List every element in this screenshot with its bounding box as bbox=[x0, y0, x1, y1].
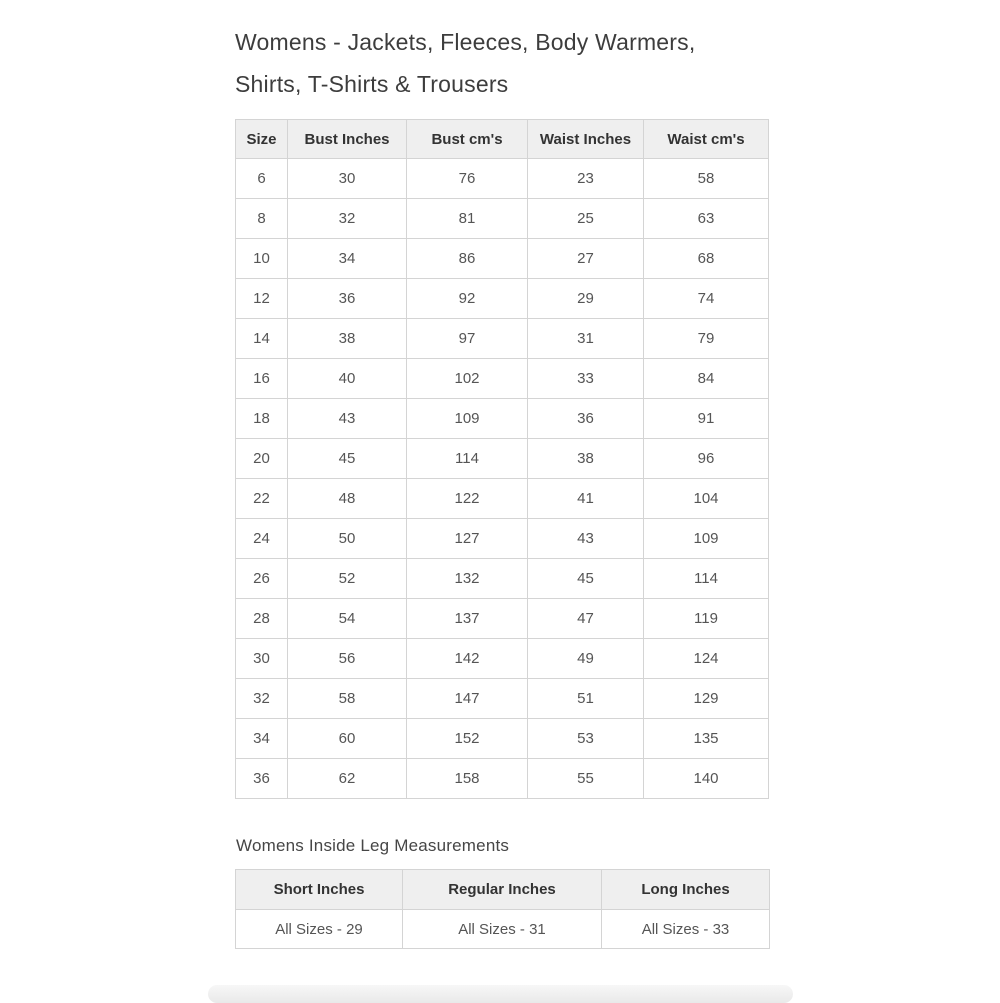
table-row bbox=[236, 719, 769, 759]
table-cell: 50 bbox=[288, 519, 407, 559]
table-cell: 20 bbox=[236, 439, 288, 479]
table-cell: 43 bbox=[528, 519, 644, 559]
table-cell: 74 bbox=[644, 279, 769, 319]
table-cell: 109 bbox=[644, 519, 769, 559]
table-cell: 54 bbox=[288, 599, 407, 639]
table-row bbox=[236, 639, 769, 679]
table-cell: 158 bbox=[407, 759, 528, 799]
table-cell: 122 bbox=[407, 479, 528, 519]
table-cell: 32 bbox=[236, 679, 288, 719]
table-cell: 40 bbox=[288, 359, 407, 399]
column-header-bust-inches: Bust Inches bbox=[288, 120, 407, 159]
table-cell: 91 bbox=[644, 399, 769, 439]
table-row bbox=[236, 679, 769, 719]
table-cell: 62 bbox=[288, 759, 407, 799]
table-cell: 97 bbox=[407, 319, 528, 359]
size-guide-content bbox=[235, 0, 775, 949]
table-row bbox=[236, 599, 769, 639]
table-cell: 51 bbox=[528, 679, 644, 719]
column-header-long-inches: Long Inches bbox=[602, 870, 770, 910]
table-cell: 137 bbox=[407, 599, 528, 639]
table-cell: 132 bbox=[407, 559, 528, 599]
table-cell: 109 bbox=[407, 399, 528, 439]
table-cell: 45 bbox=[528, 559, 644, 599]
table-cell: 36 bbox=[288, 279, 407, 319]
page-title-line-1: Womens - Jackets, Fleeces, Body Warmers, bbox=[235, 29, 696, 55]
table-cell: 84 bbox=[644, 359, 769, 399]
table-cell: 124 bbox=[644, 639, 769, 679]
table-row bbox=[236, 159, 769, 199]
table-cell: 31 bbox=[528, 319, 644, 359]
table-cell: 34 bbox=[288, 239, 407, 279]
table-cell: 58 bbox=[644, 159, 769, 199]
table-cell: All Sizes - 31 bbox=[403, 910, 602, 949]
table-cell: 8 bbox=[236, 199, 288, 239]
table-cell: 38 bbox=[288, 319, 407, 359]
table-row bbox=[236, 399, 769, 439]
table-cell: 18 bbox=[236, 399, 288, 439]
table-cell: 12 bbox=[236, 279, 288, 319]
table-cell: 96 bbox=[644, 439, 769, 479]
column-header-bust-cms: Bust cm's bbox=[407, 120, 528, 159]
inside-leg-table bbox=[235, 869, 770, 949]
table-cell: 23 bbox=[528, 159, 644, 199]
column-header-regular-inches: Regular Inches bbox=[403, 870, 602, 910]
table-cell: 36 bbox=[236, 759, 288, 799]
table-cell: 29 bbox=[528, 279, 644, 319]
table-cell: 41 bbox=[528, 479, 644, 519]
table-cell: 47 bbox=[528, 599, 644, 639]
table-cell: 81 bbox=[407, 199, 528, 239]
table-row bbox=[236, 199, 769, 239]
table-cell: 86 bbox=[407, 239, 528, 279]
table-cell: 25 bbox=[528, 199, 644, 239]
table-cell: 33 bbox=[528, 359, 644, 399]
table-cell: 142 bbox=[407, 639, 528, 679]
table-cell: 119 bbox=[644, 599, 769, 639]
table-cell: 147 bbox=[407, 679, 528, 719]
size-table-body bbox=[236, 159, 769, 799]
table-cell: 48 bbox=[288, 479, 407, 519]
table-row bbox=[236, 910, 770, 949]
table-row bbox=[236, 759, 769, 799]
table-cell: 56 bbox=[288, 639, 407, 679]
table-cell: 14 bbox=[236, 319, 288, 359]
table-cell: 114 bbox=[407, 439, 528, 479]
table-cell: 114 bbox=[644, 559, 769, 599]
table-cell: 79 bbox=[644, 319, 769, 359]
table-cell: 63 bbox=[644, 199, 769, 239]
table-cell: 92 bbox=[407, 279, 528, 319]
table-cell: 45 bbox=[288, 439, 407, 479]
column-header-short-inches: Short Inches bbox=[236, 870, 403, 910]
womens-size-table bbox=[235, 119, 769, 799]
table-cell: 16 bbox=[236, 359, 288, 399]
table-cell: 152 bbox=[407, 719, 528, 759]
table-cell: 55 bbox=[528, 759, 644, 799]
leg-table-header-row bbox=[236, 870, 770, 910]
table-row bbox=[236, 479, 769, 519]
table-cell: 32 bbox=[288, 199, 407, 239]
table-row bbox=[236, 439, 769, 479]
table-row bbox=[236, 319, 769, 359]
table-cell: 27 bbox=[528, 239, 644, 279]
table-cell: 53 bbox=[528, 719, 644, 759]
table-cell: 102 bbox=[407, 359, 528, 399]
table-cell: All Sizes - 33 bbox=[602, 910, 770, 949]
horizontal-scrollbar[interactable] bbox=[208, 985, 793, 1003]
table-cell: 58 bbox=[288, 679, 407, 719]
table-cell: 22 bbox=[236, 479, 288, 519]
inside-leg-title: Womens Inside Leg Measurements bbox=[236, 836, 510, 855]
table-cell: 52 bbox=[288, 559, 407, 599]
table-row bbox=[236, 359, 769, 399]
table-cell: 60 bbox=[288, 719, 407, 759]
column-header-waist-inches: Waist Inches bbox=[528, 120, 644, 159]
table-cell: 30 bbox=[288, 159, 407, 199]
page-title bbox=[235, 21, 775, 105]
column-header-waist-cms: Waist cm's bbox=[644, 120, 769, 159]
table-cell: 24 bbox=[236, 519, 288, 559]
table-cell: 49 bbox=[528, 639, 644, 679]
table-cell: 140 bbox=[644, 759, 769, 799]
page-title-line-2: Shirts, T-Shirts & Trousers bbox=[235, 71, 509, 97]
table-cell: 30 bbox=[236, 639, 288, 679]
table-cell: 76 bbox=[407, 159, 528, 199]
table-row bbox=[236, 239, 769, 279]
table-cell: 28 bbox=[236, 599, 288, 639]
table-cell: 38 bbox=[528, 439, 644, 479]
size-table-header-row bbox=[236, 120, 769, 159]
table-cell: 68 bbox=[644, 239, 769, 279]
table-cell: 26 bbox=[236, 559, 288, 599]
table-cell: 10 bbox=[236, 239, 288, 279]
table-cell: 34 bbox=[236, 719, 288, 759]
table-cell: 36 bbox=[528, 399, 644, 439]
column-header-size: Size bbox=[236, 120, 288, 159]
table-cell: 43 bbox=[288, 399, 407, 439]
table-cell: 6 bbox=[236, 159, 288, 199]
leg-table-body bbox=[236, 910, 770, 949]
table-cell: 129 bbox=[644, 679, 769, 719]
table-cell: All Sizes - 29 bbox=[236, 910, 403, 949]
table-row bbox=[236, 519, 769, 559]
table-cell: 127 bbox=[407, 519, 528, 559]
table-cell: 135 bbox=[644, 719, 769, 759]
table-row bbox=[236, 279, 769, 319]
table-cell: 104 bbox=[644, 479, 769, 519]
table-row bbox=[236, 559, 769, 599]
